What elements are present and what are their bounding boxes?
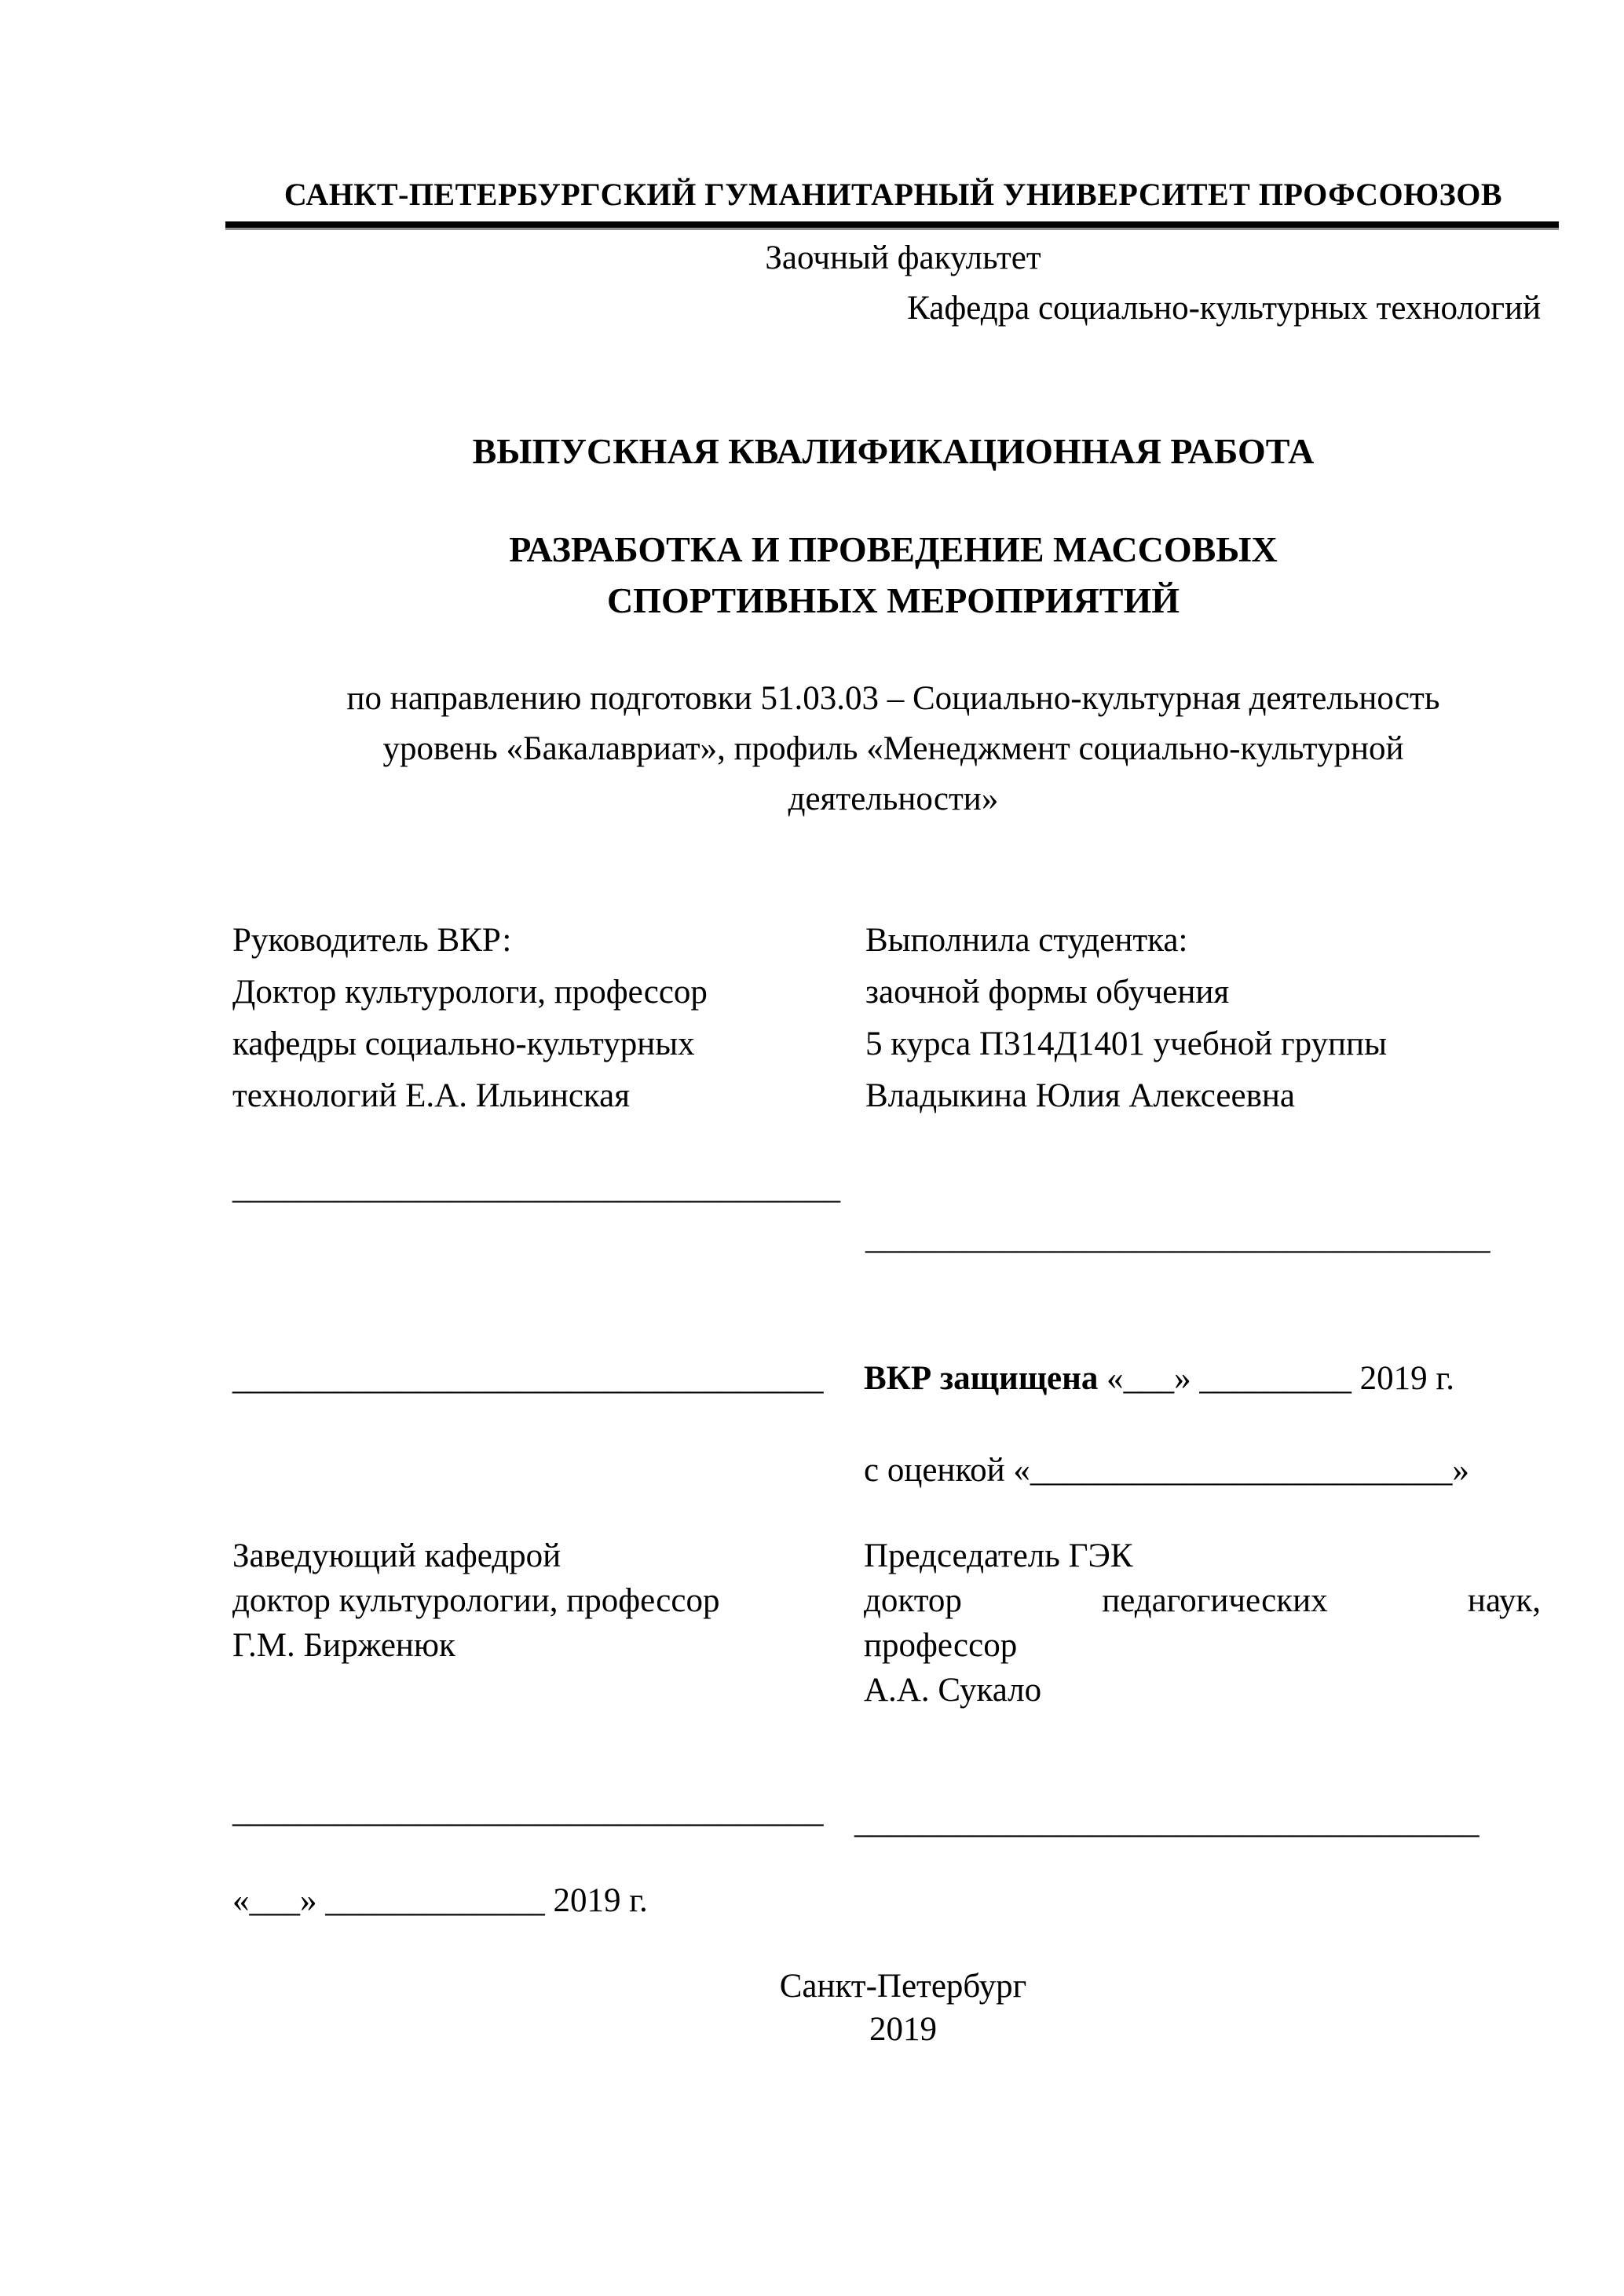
grade-line: с оценкой «_________________________»	[864, 1452, 1469, 1489]
defense-date-line	[864, 1356, 1555, 1401]
program-line1: по направлению подготовки 51.03.03 – Социально-культурная деятельность	[346, 680, 1440, 717]
program-paragraph	[228, 674, 1559, 824]
thesis-title-line1: РАЗРАБОТКА И ПРОВЕДЕНИЕ МАССОВЫХ	[509, 529, 1278, 569]
year-line: 2019	[869, 2011, 937, 2048]
department-head-line2: Г.М. Бирженюк	[232, 1627, 455, 1664]
defense-date-blank: «___» _________ 2019 г.	[1098, 1360, 1454, 1397]
department-head-signature-line: ___________________________________	[232, 1793, 824, 1830]
gek-chairman-signature-line: _____________________________________	[854, 1804, 1480, 1841]
supervisor-line3: технологий Е.А. Ильинская	[232, 1077, 631, 1114]
gek-chairman-block	[864, 1534, 1541, 1713]
student-signature-line: _____________________________________	[865, 1219, 1490, 1256]
gek-chairman-label: Председатель ГЭК	[864, 1537, 1133, 1574]
gek-chairman-degree: доктор педагогических наук,	[864, 1582, 1541, 1619]
header-rule	[225, 221, 1559, 228]
supervisor-block	[232, 915, 837, 1122]
student-line3: Владыкина Юлия Алексеевна	[865, 1077, 1295, 1114]
program-line2: уровень «Бакалавриат», профиль «Менеджмент социально-культурной	[382, 730, 1404, 767]
supervisor-line2: кафедры социально-культурных	[232, 1026, 695, 1062]
supervisor-label: Руководитель ВКР:	[232, 922, 512, 959]
left-signature-line-2: ___________________________________	[232, 1360, 824, 1397]
department-head-label: Заведующий кафедрой	[232, 1537, 561, 1574]
student-line2: 5 курса П314Д1401 учебной группы	[865, 1026, 1387, 1062]
city-year-block	[228, 1965, 1578, 2051]
department-line: Кафедра социально-культурных технологий	[907, 290, 1541, 327]
gek-chairman-line1: профессор	[864, 1627, 1018, 1664]
thesis-title	[228, 524, 1559, 626]
bottom-date-line: «___» _____________ 2019 г.	[232, 1882, 648, 1919]
gek-chairman-line2: А.А. Сукало	[864, 1672, 1042, 1709]
university-name: САНКТ-ПЕТЕРБУРГСКИЙ ГУМАНИТАРНЫЙ УНИВЕРСИТЕТ ПРОФСОЮЗОВ	[283, 177, 1503, 212]
thesis-title-line2: СПОРТИВНЫХ МЕРОПРИЯТИЙ	[606, 580, 1180, 620]
student-block	[865, 915, 1556, 1122]
student-line1: заочной формы обучения	[865, 974, 1230, 1011]
program-line3: деятельности»	[788, 781, 999, 817]
department-head-line1: доктор культурологии, профессор	[232, 1582, 720, 1619]
work-type-title: ВЫПУСКНАЯ КВАЛИФИКАЦИОННАЯ РАБОТА	[472, 431, 1315, 471]
supervisor-line1: Доктор культурологи, профессор	[232, 974, 708, 1011]
faculty-line: Заочный факультет	[765, 239, 1041, 276]
defense-label: ВКР защищена	[864, 1360, 1099, 1397]
supervisor-signature-line: ____________________________________	[232, 1169, 840, 1206]
department-head-block	[232, 1534, 837, 1668]
student-label: Выполнила студентка:	[865, 922, 1188, 959]
city-line: Санкт-Петербург	[779, 1968, 1027, 2005]
